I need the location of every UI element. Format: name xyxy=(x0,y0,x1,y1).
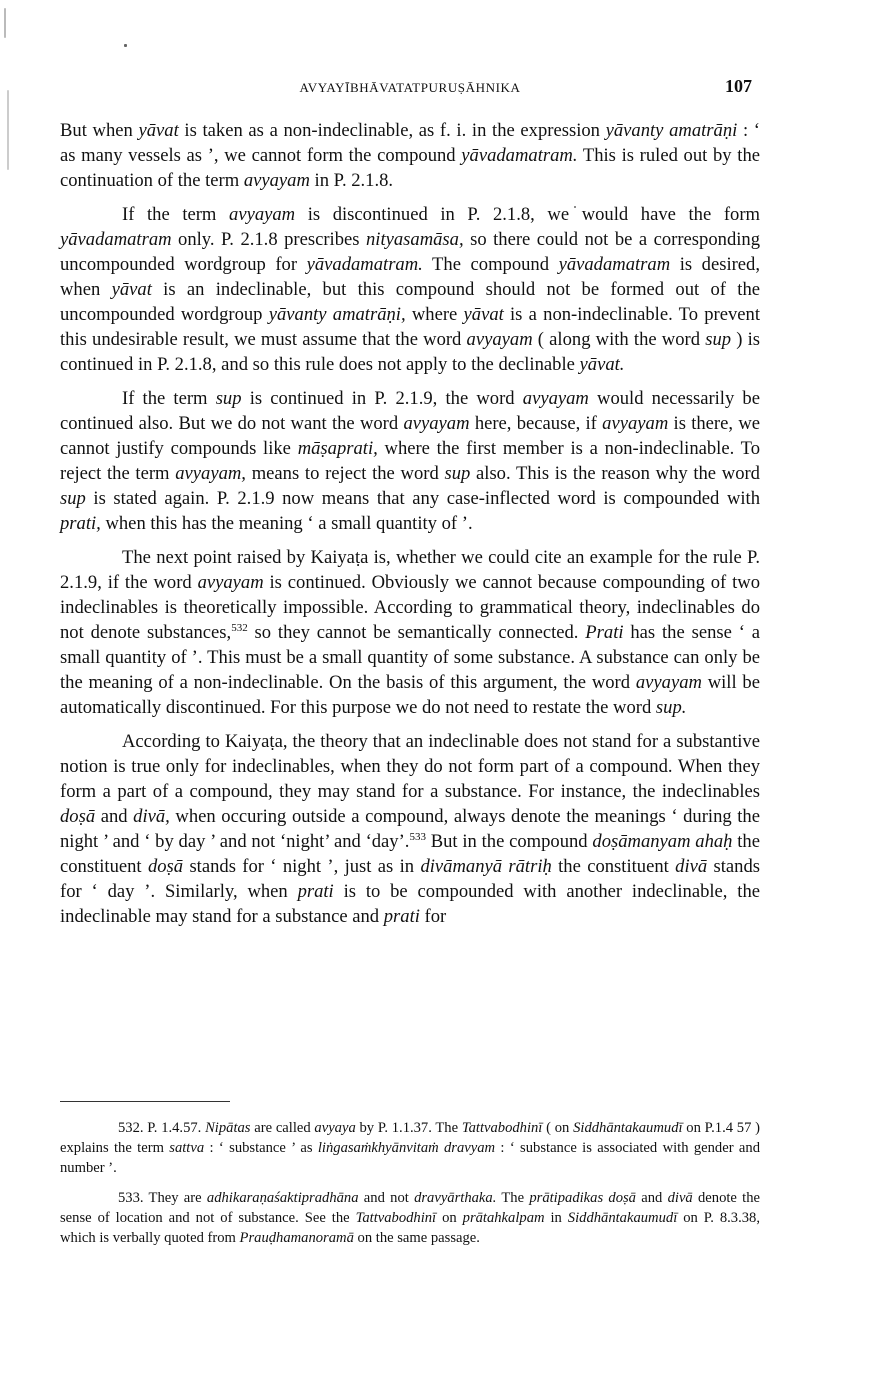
text-run: ( on xyxy=(542,1120,574,1136)
italic-term: avyayam xyxy=(403,413,470,434)
text-run: where xyxy=(405,304,464,325)
italic-term: yāvat xyxy=(138,120,179,141)
footnote-ref-533[interactable]: 533 xyxy=(409,831,426,843)
text-run: in xyxy=(544,1210,568,1226)
italic-term: prātipadikas doṣā xyxy=(529,1190,636,1206)
running-head: AVYAYĪBHĀVATATPURUṢĀHNIKA xyxy=(299,80,521,95)
italic-term: avyayam xyxy=(635,672,702,693)
italic-term: yāvanty amatrāṇi, xyxy=(268,304,406,325)
italic-term: Siddhāntakaumudī xyxy=(573,1120,683,1136)
text-run: But when xyxy=(60,120,139,141)
italic-term: sup. xyxy=(655,697,687,718)
italic-term: yāvadamatram xyxy=(558,254,671,275)
italic-term: yāvanty amatrāṇi xyxy=(605,120,738,141)
italic-term: Prati xyxy=(585,622,624,643)
paragraph-4 xyxy=(60,545,760,720)
italic-term: Tattvabodhinī xyxy=(461,1120,543,1136)
italic-term: yāvat. xyxy=(579,354,625,375)
text-run: is there, we cannot justify compounds like xyxy=(60,413,760,459)
text-run: stands for ‘ night ’, just as in xyxy=(183,856,421,877)
text-run: the constituent xyxy=(551,856,676,877)
text-run: But in the compound xyxy=(425,831,593,852)
italic-term: avyayam xyxy=(466,329,533,350)
italic-term: divā xyxy=(667,1190,693,1206)
text-run: 533. They are xyxy=(118,1190,207,1206)
scan-speck xyxy=(124,44,127,47)
text-run: denote the sense of location and not of substance. See the xyxy=(60,1190,761,1226)
body-text xyxy=(60,118,760,938)
text-run: would necessarily be continued also. But we do not want the word xyxy=(60,388,760,434)
italic-term: divā xyxy=(675,856,708,877)
text-run: stands for ‘ day ’. Similarly, when xyxy=(60,856,760,902)
text-run: 532. P. 1.4.57. xyxy=(118,1120,206,1136)
text-run: is a non-indeclinable. To prevent this undesirable result, we must assume that the word xyxy=(60,304,760,350)
text-run: for xyxy=(419,906,447,927)
italic-term: dravyārthaka. xyxy=(414,1190,497,1206)
italic-term: yāvadamatram xyxy=(60,229,172,250)
italic-term: doṣāmanyam ahaḥ xyxy=(592,831,733,852)
paragraph-1 xyxy=(60,118,760,193)
text-run: the constituent xyxy=(60,831,760,877)
text-run: is desired, when xyxy=(60,254,760,300)
italic-term: doṣā xyxy=(147,856,184,877)
italic-term: divāmanyā rātriḥ xyxy=(420,856,552,877)
italic-term: avyayam xyxy=(522,388,589,409)
text-run: are called xyxy=(250,1120,315,1136)
text-run: is continued in P. 2.1.9, the word xyxy=(241,388,523,409)
italic-term: yāvadamatram. xyxy=(461,145,578,166)
text-run: only. P. 2.1.8 prescribes xyxy=(171,229,366,250)
text-run: on P. 8.3.38, which is verbally quoted from xyxy=(60,1210,760,1246)
text-run: has the sense ‘ a small quantity of ’. This must be a small quantity of some substance. A substance can only be the meaning of a non-indeclinable. On the basis of this argument, the word xyxy=(60,622,760,693)
footnote-ref-532[interactable]: 532 xyxy=(231,622,248,634)
page-number: 107 xyxy=(725,76,752,96)
scan-speck xyxy=(7,90,9,170)
italic-term: Nipātas xyxy=(205,1120,251,1136)
footnote-533 xyxy=(60,1188,760,1248)
italic-term: Tattvabodhinī xyxy=(355,1210,437,1226)
text-run: means to reject the word xyxy=(245,463,445,484)
text-run: is an indeclinable, but this compound should not be formed out of the uncompounded wordgroup xyxy=(60,279,760,325)
italic-term: divā, xyxy=(133,806,170,827)
italic-term: avyaya xyxy=(314,1120,356,1136)
italic-term: adhikaraṇaśaktipradhāna xyxy=(206,1190,359,1206)
text-run: on P.1.4 57 ) explains the term xyxy=(60,1120,760,1156)
text-run: The xyxy=(496,1190,530,1206)
italic-term: avyayam xyxy=(197,572,264,593)
text-run: here, because, if xyxy=(469,413,603,434)
italic-term: sup xyxy=(705,329,732,350)
paragraph-5 xyxy=(60,729,760,929)
text-run: : ‘ substance is associated with gender and number ’. xyxy=(60,1140,760,1176)
italic-term: doṣā xyxy=(60,806,96,827)
text-run: and not xyxy=(358,1190,415,1206)
text-run: is continued. Obviously we cannot because compounding of two indeclinables is theoretically impossible. According to grammatical theory, indeclinables do not denote substances, xyxy=(60,572,760,643)
text-run: so there could not be a corresponding uncompounded wordgroup for xyxy=(60,229,760,275)
italic-term: sattva xyxy=(169,1140,205,1156)
footnotes xyxy=(60,1118,760,1258)
italic-term: yāvat xyxy=(463,304,504,325)
text-run: ) is continued in P. 2.1.8, and so this rule does not apply to the declinable xyxy=(60,329,760,375)
scan-speck xyxy=(4,8,6,38)
italic-term: liṅgasaṁkhyānvitaṁ dravyam xyxy=(317,1140,496,1156)
italic-term: sup xyxy=(60,488,86,509)
italic-term: Prauḍhamanoramā xyxy=(239,1230,354,1246)
text-run: is stated again. P. 2.1.9 now means that any case-inflected word is compounded with xyxy=(85,488,760,509)
text-run: is taken as a non-indeclinable, as f. i. in the expression xyxy=(178,120,606,141)
text-run: when this has the meaning ‘ a small quantity of ’. xyxy=(100,513,473,534)
italic-term: yāvat xyxy=(111,279,152,300)
text-run: on xyxy=(436,1210,463,1226)
italic-term: sup xyxy=(215,388,242,409)
italic-term: avyayam, xyxy=(175,463,246,484)
text-run: is to be compounded with another indeclinable, the indeclinable may stand for a substance and xyxy=(60,881,761,927)
text-run: when occuring outside a compound, always denote the meanings ‘ during the night ’ and ‘ by day ’ and not ‘night’ and ‘day’. xyxy=(60,806,760,852)
italic-term: yāvadamatram. xyxy=(306,254,423,275)
italic-term: Siddhāntakaumudī xyxy=(567,1210,678,1226)
text-run: in P. 2.1.8. xyxy=(309,170,394,191)
text-run: by P. 1.1.37. The xyxy=(355,1120,462,1136)
text-run: is discontinued in P. 2.1.8, we would have the form xyxy=(295,204,760,225)
text-run: so they cannot be semantically connected. xyxy=(247,622,586,643)
page-header xyxy=(60,76,760,104)
text-run: also. This is the reason why the word xyxy=(470,463,760,484)
text-run: on the same passage. xyxy=(353,1230,480,1246)
paragraph-2 xyxy=(60,202,760,377)
footnote-divider xyxy=(60,1101,230,1102)
italic-term: avyayam xyxy=(602,413,669,434)
text-run: If the term xyxy=(122,204,230,225)
italic-term: avyayam xyxy=(229,204,296,225)
text-run: where the first member is a non-indeclinable. To reject the term xyxy=(60,438,761,484)
text-run: The compound xyxy=(422,254,559,275)
text-run: The next point raised by Kaiyaṭa is, whether we could cite an example for the rule P. 2.1.9, if the word xyxy=(60,547,760,593)
text-run: ( along with the word xyxy=(532,329,706,350)
paragraph-3 xyxy=(60,386,760,536)
italic-term: prati xyxy=(383,906,420,927)
text-run: If the term xyxy=(122,388,216,409)
text-run: This is ruled out by the continuation of the term xyxy=(60,145,760,191)
italic-term: avyayam xyxy=(243,170,310,191)
text-run: will be automatically discontinued. For this purpose we do not need to restate the word xyxy=(60,672,760,718)
italic-term: prātahkalpam xyxy=(462,1210,545,1226)
italic-term: prati, xyxy=(60,513,101,534)
text-run: and xyxy=(635,1190,668,1206)
italic-term: māṣaprati, xyxy=(297,438,378,459)
italic-term: sup xyxy=(444,463,471,484)
text-run: According to Kaiyaṭa, the theory that an indeclinable does not stand for a substantive notion is true only for indeclinables, when they do not form part of a compound. When they form a part of a compound, they may stand for a substance. For instance, the indeclinables xyxy=(60,731,760,802)
italic-term: prati xyxy=(297,881,334,902)
footnote-532 xyxy=(60,1118,760,1178)
italic-term: nityasamāsa, xyxy=(366,229,464,250)
text-run: : ‘ substance ’ as xyxy=(204,1140,318,1156)
text-run: : ‘ as many vessels as ’, we cannot form the compound xyxy=(60,120,760,166)
text-run: and xyxy=(95,806,134,827)
